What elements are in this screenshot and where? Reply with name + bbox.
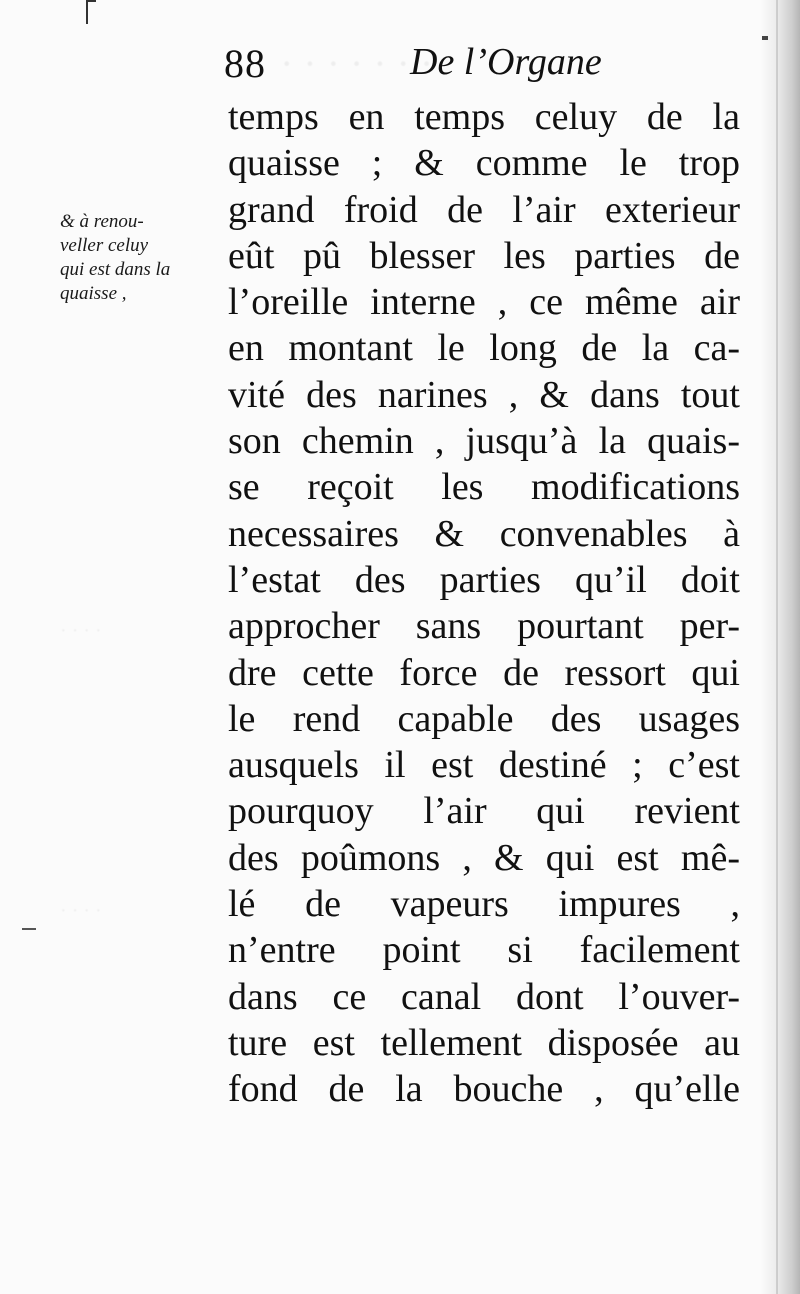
show-through-text: · · · · · · ·: [280, 41, 434, 86]
text-line: l’estat des parties qu’il doit: [228, 558, 740, 601]
margin-note-line: veller celuy: [60, 235, 149, 256]
text-line: se reçoit les modifications: [228, 466, 740, 509]
margin-note-line: qui est dans la: [60, 259, 171, 280]
corner-mark: [86, 0, 96, 24]
page-header: [224, 36, 744, 92]
running-head: De l’Organe: [410, 41, 602, 83]
text-line: pourquoy l’air qui revient: [228, 790, 740, 833]
text-line: necessaires & convenables à: [228, 512, 740, 555]
text-line: le rend capable des usages: [228, 697, 740, 740]
margin-note-line: & à renou-: [60, 211, 144, 232]
body-text: [228, 94, 740, 1113]
gutter-line: [776, 0, 778, 1294]
text-line: ture est tellement disposée au: [228, 1021, 740, 1064]
text-line: l’oreille interne , ce même air: [228, 281, 740, 324]
gutter-shadow: [760, 0, 800, 1294]
text-line: vité des narines , & dans tout: [228, 373, 740, 416]
text-line: fond de la bouche , qu’elle: [228, 1068, 740, 1111]
text-line: eût pû blesser les parties de: [228, 234, 740, 277]
text-line: grand froid de l’air exterieur: [228, 188, 740, 231]
text-line: dre cette force de ressort qui: [228, 651, 740, 694]
text-line: temps en temps celuy de la: [228, 96, 740, 138]
text-line: lé de vapeurs impures ,: [228, 883, 740, 926]
page-number: 88: [224, 41, 266, 86]
text-line: quaisse ; & comme le trop: [228, 142, 740, 185]
margin-note-line: quaisse ,: [60, 283, 127, 304]
text-line: approcher sans pourtant per-: [228, 605, 740, 648]
show-through-text: · · · ·: [60, 620, 102, 642]
show-through-text: · · · ·: [60, 900, 102, 922]
margin-tick: [762, 36, 768, 40]
text-line: n’entre point si facilement: [228, 929, 740, 972]
margin-note: [60, 210, 210, 306]
text-line: son chemin , jusqu’à la quais-: [228, 420, 740, 463]
text-line: en montant le long de la ca-: [228, 327, 740, 370]
text-line: des poûmons , & qui est mê-: [228, 836, 740, 879]
text-line: ausquels il est destiné ; c’est: [228, 744, 740, 787]
text-line: dans ce canal dont l’ouver-: [228, 975, 740, 1018]
margin-tick: [22, 928, 36, 930]
